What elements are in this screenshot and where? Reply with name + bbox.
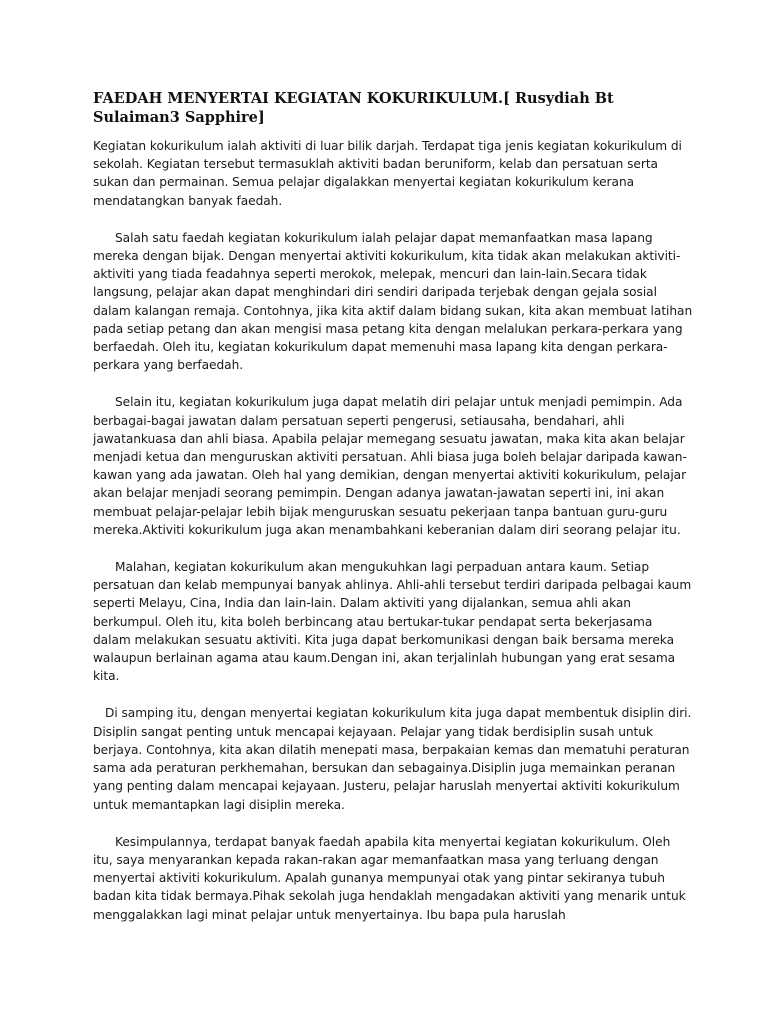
document-body [93, 137, 693, 943]
paragraph-unity: Malahan, kegiatan kokurikulum akan mengukuhkan lagi perpaduan antara kaum. Setiap persatuan dan kelab mempunyai banyak ahlinya. Ahli-ahli tersebut terdiri daripada pelbagai kaum seperti Melayu, Cina, India dan lain-lain. Dalam aktiviti yang dijalankan, semua ahli akan berkumpul. Oleh itu, kita boleh berbincang atau bertukar-tukar pendapat serta bekerjasama dalam melakukan sesuatu aktiviti. Kita juga dapat berkomunikasi dengan baik bersama mereka walaupun berlainan agama atau kaum.Dengan ini, akan terjalinlah hubungan yang erat sesama kita. [93, 560, 692, 684]
document-title: FAEDAH MENYERTAI KEGIATAN KOKURIKULUM.[ Rusydiah Bt Sulaiman3 Sapphire] [93, 90, 614, 126]
paragraph-leadership: Selain itu, kegiatan kokurikulum juga dapat melatih diri pelajar untuk menjadi pemimpin. Ada berbagai-bagai jawatan dalam persatuan seperti pengerusi, setiausaha, bendahari, ahli jawatankuasa dan ahli biasa. Apabila pelajar memegang sesuatu jawatan, maka kita akan belajar menjadi ketua dan menguruskan aktiviti persatuan. Ahli biasa juga boleh belajar daripada kawan-kawan yang ada jawatan. Oleh hal yang demikian, dengan menyertai aktiviti kokurikulum, pelajar akan belajar menjadi seorang pemimpin. Dengan adanya jawatan-jawatan seperti ini, ini akan membuat pelajar-pelajar lebih bijak menguruskan sesuatu pekerjaan tanpa bantuan guru-guru mereka.Aktiviti kokurikulum juga akan menambahkani keberanian dalam diri seorang pelajar itu. [93, 395, 687, 537]
paragraph-introduction: Kegiatan kokurikulum ialah aktiviti di luar bilik darjah. Terdapat tiga jenis kegiatan kokurikulum di sekolah. Kegiatan tersebut termasuklah aktiviti badan beruniform, kelab dan persatuan serta sukan dan permainan. Semua pelajar digalakkan menyertai kegiatan kokurikulum kerana mendatangkan banyak faedah. [93, 139, 682, 208]
paragraph-leisure-time: Salah satu faedah kegiatan kokurikulum ialah pelajar dapat memanfaatkan masa lapang mereka dengan bijak. Dengan menyertai aktiviti kokurikulum, kita tidak akan melakukan aktiviti-aktiviti yang tiada feadahnya seperti merokok, melepak, mencuri dan lain-lain.Secara tidak langsung, pelajar akan dapat menghindari diri sendiri daripada terjebak dengan gejala sosial dalam kalangan remaja. Contohnya, jika kita aktif dalam bidang sukan, kita akan membuat latihan pada setiap petang dan akan mengisi masa petang kita dengan melalukan perkara-perkara yang berfaedah. Oleh itu, kegiatan kokurikulum dapat memenuhi masa lapang kita dengan perkara-perkara yang berfaedah. [93, 230, 693, 373]
paragraph-discipline: Di samping itu, dengan menyertai kegiatan kokurikulum kita juga dapat membentuk disiplin diri. Disiplin sangat penting untuk mencapai kejayaan. Pelajar yang tidak berdisiplin susah untuk berjaya. Contohnya, kita akan dilatih menepati masa, berpakaian kemas dan mematuhi peraturan sama ada peraturan perkhemahan, bersukan dan sebagainya.Disiplin juga memainkan peranan yang penting dalam mencapai kejayaan. Justeru, pelajar haruslah menyertai aktiviti kokurikulum untuk memantapkan lagi disiplin mereka. [93, 706, 692, 812]
paragraph-conclusion: Kesimpulannya, terdapat banyak faedah apabila kita menyertai kegiatan kokurikulum. Oleh itu, saya menyarankan kepada rakan-rakan agar memanfaatkan masa yang terluang dengan menyertai aktiviti kokurikulum. Apalah gunanya mempunyai otak yang pintar sekiranya tubuh badan kita tidak bermaya.Pihak sekolah juga hendaklah mengadakan aktiviti yang menarik untuk menggalakkan lagi minat pelajar untuk menyertainya. Ibu bapa pula haruslah [93, 834, 686, 922]
